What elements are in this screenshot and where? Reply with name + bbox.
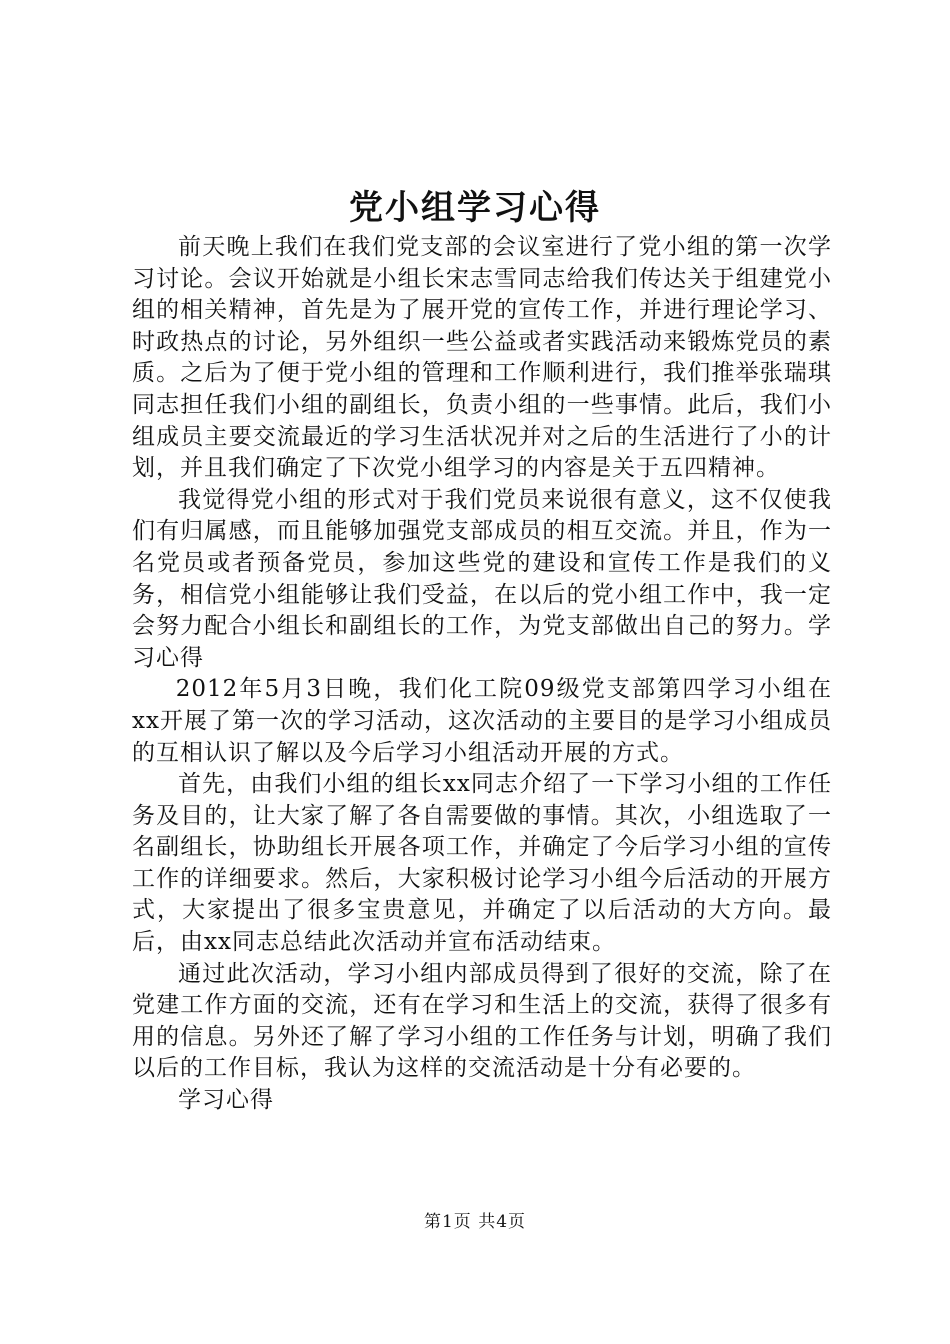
paragraph-1: 前天晚上我们在我们党支部的会议室进行了党小组的第一次学习讨论。会议开始就是小组长宋志雪同志给我们传达关于组建党小组的相关精神，首先是为了展开党的宣传工作，并进行理论学习、时政热点的讨论，另外组织一些公益或者实践活动来锻炼党员的素质。之后为了便于党小组的管理和工作顺利进行，我们推举张瑞琪同志担任我们小组的副组长，负责小组的一些事情。此后，我们小组成员主要交流最近的学习生活状况并对之后的生活进行了小的计划，并且我们确定了下次党小组学习的内容是关于五四精神。 xyxy=(132,234,832,482)
paragraph-5: 通过此次活动，学习小组内部成员得到了很好的交流，除了在党建工作方面的交流，还有在学习和生活上的交流，获得了很多有用的信息。另外还了解了学习小组的工作任务与计划，明确了我们以后的工作目标，我认为这样的交流活动是十分有必要的。 xyxy=(132,960,832,1082)
paragraph-2: 我觉得党小组的形式对于我们党员来说很有意义，这不仅使我们有归属感，而且能够加强党支部成员的相互交流。并且，作为一名党员或者预备党员，参加这些党的建设和宣传工作是我们的义务，相信党小组能够让我们受益，在以后的党小组工作中，我一定会努力配合小组长和副组长的工作，为党支部做出自己的努力。学习心得 xyxy=(132,486,832,671)
paragraph-6: 学习心得 xyxy=(178,1087,274,1114)
paragraph-4: 首先，由我们小组的组长xx同志介绍了一下学习小组的工作任务及目的，让大家了解了各自需要做的事情。其次，小组选取了一名副组长，协助组长开展各项工作，并确定了今后学习小组的宣传工作的详细要求。然后，大家积极讨论学习小组今后活动的开展方式，大家提出了很多宝贵意见，并确定了以后活动的大方向。最后，由xx同志总结此次活动并宣布活动结束。 xyxy=(132,771,832,956)
page-number-footer: 第1页 共4页 xyxy=(423,1212,527,1232)
document-title: 党小组学习心得 xyxy=(349,188,601,228)
paragraph-3: 2012年5月3日晚，我们化工院09级党支部第四学习小组在xx开展了第一次的学习活动，这次活动的主要目的是学习小组成员的互相认识了解以及今后学习小组活动开展的方式。 xyxy=(132,676,832,766)
document-body xyxy=(132,232,832,1117)
